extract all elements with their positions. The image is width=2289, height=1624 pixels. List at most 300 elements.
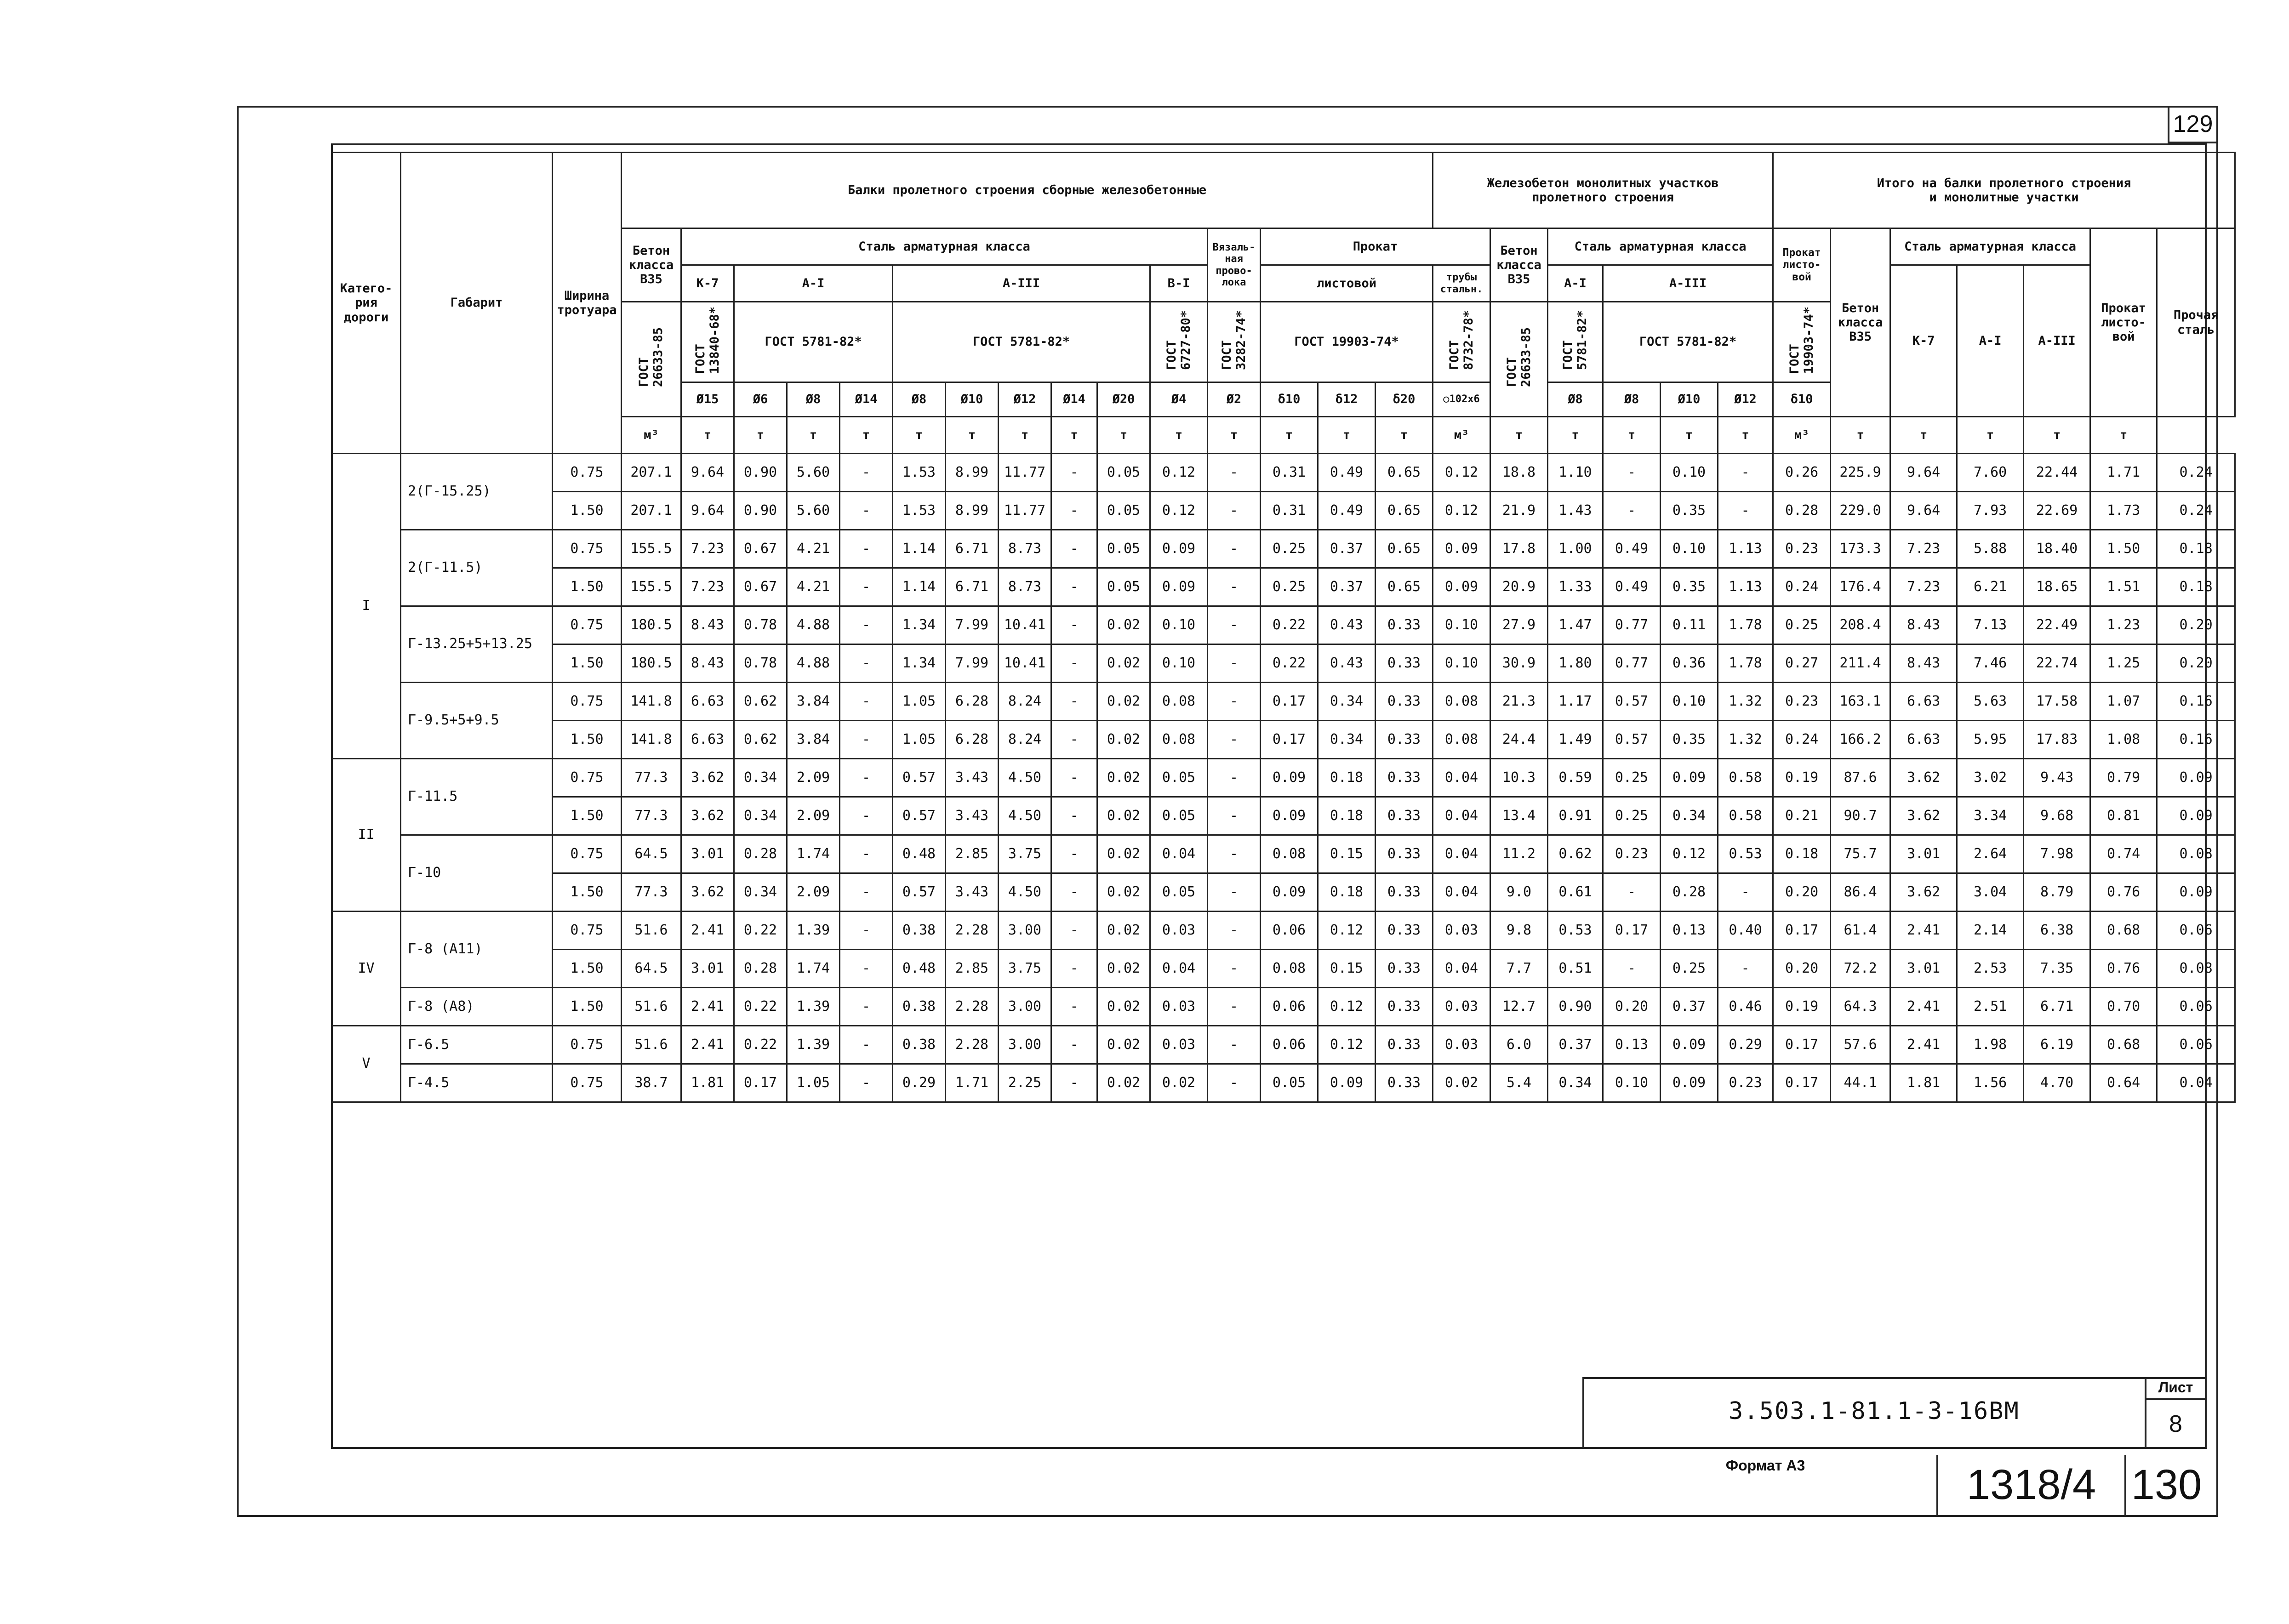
- value-cell: -: [840, 873, 893, 912]
- value-cell: -: [1718, 454, 1773, 492]
- header-gabarit: Габарит: [401, 153, 553, 454]
- value-cell: 1.51: [2090, 568, 2157, 606]
- sidewalk-width-cell: 0.75: [553, 606, 622, 644]
- table-row: [332, 988, 2235, 1026]
- value-cell: -: [1051, 721, 1097, 759]
- value-cell: 0.10: [1603, 1064, 1661, 1102]
- value-cell: 163.1: [1831, 683, 1890, 721]
- value-cell: 64.3: [1831, 988, 1890, 1026]
- value-cell: 3.34: [1957, 797, 2024, 835]
- value-cell: 0.08: [2157, 950, 2235, 988]
- value-cell: 1.78: [1718, 644, 1773, 683]
- value-cell: 3.00: [999, 1026, 1051, 1064]
- value-cell: 8.79: [2024, 873, 2090, 912]
- value-cell: 0.08: [1261, 835, 1318, 873]
- header-group-total: Итого на балки пролетного строения и монолитные участки: [1773, 153, 2235, 228]
- header-gost-5781-a3: ГОСТ 5781-82*: [893, 302, 1150, 382]
- value-cell: -: [1208, 1064, 1261, 1102]
- category-cell: I: [332, 454, 401, 759]
- value-cell: -: [840, 530, 893, 568]
- value-cell: 6.63: [681, 721, 734, 759]
- value-cell: 0.09: [1318, 1064, 1376, 1102]
- value-cell: 0.22: [734, 912, 787, 950]
- value-cell: 0.25: [1773, 606, 1831, 644]
- table-row: [332, 912, 2235, 950]
- value-cell: 3.43: [946, 759, 999, 797]
- value-cell: 22.74: [2024, 644, 2090, 683]
- sidewalk-width-cell: 1.50: [553, 721, 622, 759]
- value-cell: 1.34: [893, 644, 946, 683]
- value-cell: 1.14: [893, 568, 946, 606]
- value-cell: 11.77: [999, 492, 1051, 530]
- value-cell: -: [1718, 492, 1773, 530]
- value-cell: 7.23: [1890, 530, 1957, 568]
- value-cell: 1.34: [893, 606, 946, 644]
- header-a3-d12: Ø12: [999, 382, 1051, 417]
- value-cell: 6.19: [2024, 1026, 2090, 1064]
- value-cell: 0.18: [1318, 873, 1376, 912]
- value-cell: 24.4: [1490, 721, 1548, 759]
- value-cell: 6.28: [946, 683, 999, 721]
- unit-cell: т: [1718, 417, 1773, 454]
- value-cell: 0.09: [1261, 873, 1318, 912]
- unit-cell: т: [1957, 417, 2024, 454]
- value-cell: 9.64: [1890, 454, 1957, 492]
- value-cell: 4.21: [787, 568, 840, 606]
- value-cell: 211.4: [1831, 644, 1890, 683]
- value-cell: -: [1051, 492, 1097, 530]
- value-cell: 1.81: [681, 1064, 734, 1102]
- value-cell: 0.05: [1150, 873, 1208, 912]
- value-cell: 1.53: [893, 492, 946, 530]
- value-cell: 0.20: [1773, 873, 1831, 912]
- header-gost-6727: ГОСТ 6727-80*: [1150, 302, 1208, 382]
- unit-cell: м³: [1433, 417, 1490, 454]
- value-cell: 0.05: [1261, 1064, 1318, 1102]
- unit-cell: т: [1548, 417, 1603, 454]
- value-cell: 0.02: [1097, 873, 1150, 912]
- header-rolled: Прокат: [1261, 228, 1490, 265]
- table-row: [332, 835, 2235, 873]
- header-d15: Ø15: [681, 382, 734, 417]
- value-cell: -: [1208, 492, 1261, 530]
- value-cell: 0.40: [1718, 912, 1773, 950]
- sidewalk-width-cell: 0.75: [553, 759, 622, 797]
- value-cell: 0.12: [1661, 835, 1718, 873]
- value-cell: 0.03: [1150, 988, 1208, 1026]
- sidewalk-width-cell: 1.50: [553, 797, 622, 835]
- header-monolith-rolled: Прокат листо- вой: [1773, 228, 1831, 302]
- gabarit-cell: Г-6.5: [401, 1026, 553, 1064]
- table-row: [332, 721, 2235, 759]
- value-cell: 0.08: [2157, 835, 2235, 873]
- value-cell: 0.12: [1318, 912, 1376, 950]
- value-cell: 0.43: [1318, 606, 1376, 644]
- value-cell: 0.76: [2090, 950, 2157, 988]
- value-cell: 38.7: [622, 1064, 681, 1102]
- header-d2: Ø2: [1208, 382, 1261, 417]
- value-cell: 3.62: [681, 797, 734, 835]
- value-cell: 0.33: [1376, 873, 1433, 912]
- value-cell: 0.90: [734, 454, 787, 492]
- value-cell: 17.58: [2024, 683, 2090, 721]
- value-cell: 1.13: [1718, 530, 1773, 568]
- header-a3-d14: Ø14: [1051, 382, 1097, 417]
- value-cell: 3.02: [1957, 759, 2024, 797]
- value-cell: 0.10: [1433, 606, 1490, 644]
- value-cell: 0.77: [1603, 644, 1661, 683]
- value-cell: 0.03: [1150, 1026, 1208, 1064]
- value-cell: 0.10: [1433, 644, 1490, 683]
- table-row: [332, 797, 2235, 835]
- value-cell: -: [1603, 950, 1661, 988]
- value-cell: 0.33: [1376, 721, 1433, 759]
- value-cell: 0.49: [1318, 454, 1376, 492]
- value-cell: 44.1: [1831, 1064, 1890, 1102]
- header-sheet-steel: листовой: [1261, 265, 1433, 302]
- unit-cell: т: [787, 417, 840, 454]
- unit-cell: т: [734, 417, 787, 454]
- value-cell: 0.37: [1548, 1026, 1603, 1064]
- table-row: [332, 492, 2235, 530]
- value-cell: 0.38: [893, 1026, 946, 1064]
- value-cell: -: [1208, 988, 1261, 1026]
- header-d4: Ø4: [1150, 382, 1208, 417]
- value-cell: 0.65: [1376, 568, 1433, 606]
- value-cell: 1.00: [1548, 530, 1603, 568]
- sidewalk-width-cell: 1.50: [553, 644, 622, 683]
- sidewalk-width-cell: 0.75: [553, 454, 622, 492]
- header-monolith-steel: Сталь арматурная класса: [1548, 228, 1773, 265]
- value-cell: 1.74: [787, 950, 840, 988]
- value-cell: 0.43: [1318, 644, 1376, 683]
- value-cell: 225.9: [1831, 454, 1890, 492]
- value-cell: 6.63: [681, 683, 734, 721]
- sidewalk-width-cell: 1.50: [553, 492, 622, 530]
- value-cell: 1.07: [2090, 683, 2157, 721]
- table-row: [332, 1064, 2235, 1102]
- value-cell: 0.13: [1661, 912, 1718, 950]
- unit-cell: т: [1051, 417, 1097, 454]
- value-cell: 5.88: [1957, 530, 2024, 568]
- value-cell: 2.09: [787, 873, 840, 912]
- value-cell: 0.06: [2157, 1026, 2235, 1064]
- header-t10: δ10: [1261, 382, 1318, 417]
- value-cell: 0.05: [1097, 530, 1150, 568]
- unit-cell: м³: [1773, 417, 1831, 454]
- value-cell: 3.62: [681, 873, 734, 912]
- value-cell: 0.12: [1150, 492, 1208, 530]
- value-cell: 75.7: [1831, 835, 1890, 873]
- value-cell: 0.06: [1261, 988, 1318, 1026]
- value-cell: 229.0: [1831, 492, 1890, 530]
- value-cell: 6.71: [2024, 988, 2090, 1026]
- value-cell: 0.34: [1661, 797, 1718, 835]
- value-cell: 0.34: [1548, 1064, 1603, 1102]
- value-cell: 0.23: [1603, 835, 1661, 873]
- value-cell: 0.65: [1376, 492, 1433, 530]
- header-pipe: ○102x6: [1433, 382, 1490, 417]
- value-cell: 9.8: [1490, 912, 1548, 950]
- value-cell: 8.99: [946, 492, 999, 530]
- value-cell: 17.8: [1490, 530, 1548, 568]
- value-cell: 0.06: [2157, 912, 2235, 950]
- value-cell: 0.33: [1376, 759, 1433, 797]
- unit-cell: т: [681, 417, 734, 454]
- value-cell: 0.18: [1318, 797, 1376, 835]
- value-cell: 1.56: [1957, 1064, 2024, 1102]
- value-cell: -: [1051, 1064, 1097, 1102]
- header-t20: δ20: [1376, 382, 1433, 417]
- value-cell: 0.02: [1150, 1064, 1208, 1102]
- value-cell: -: [1208, 530, 1261, 568]
- header-monolith-gost-19903: ГОСТ 19903-74*: [1773, 302, 1831, 382]
- value-cell: 0.34: [734, 873, 787, 912]
- value-cell: 0.49: [1603, 530, 1661, 568]
- value-cell: 166.2: [1831, 721, 1890, 759]
- value-cell: 3.84: [787, 721, 840, 759]
- value-cell: 0.08: [1433, 683, 1490, 721]
- value-cell: 0.33: [1376, 606, 1433, 644]
- value-cell: 0.57: [893, 759, 946, 797]
- value-cell: 2.41: [681, 912, 734, 950]
- value-cell: 9.64: [1890, 492, 1957, 530]
- value-cell: -: [1208, 454, 1261, 492]
- value-cell: 7.99: [946, 644, 999, 683]
- header-total-steel: Сталь арматурная класса: [1890, 228, 2090, 265]
- value-cell: 0.09: [2157, 873, 2235, 912]
- value-cell: -: [1051, 1026, 1097, 1064]
- value-cell: 2.41: [1890, 988, 1957, 1026]
- value-cell: 2.41: [681, 1026, 734, 1064]
- header-total-a3: А-III: [2024, 265, 2090, 417]
- value-cell: 5.4: [1490, 1064, 1548, 1102]
- gabarit-cell: Г-8 (А11): [401, 912, 553, 988]
- gabarit-cell: Г-10: [401, 835, 553, 912]
- value-cell: 1.74: [787, 835, 840, 873]
- value-cell: 1.80: [1548, 644, 1603, 683]
- value-cell: -: [1208, 683, 1261, 721]
- value-cell: 0.62: [1548, 835, 1603, 873]
- value-cell: 0.15: [1318, 950, 1376, 988]
- unit-cell: т: [2090, 417, 2157, 454]
- value-cell: -: [840, 912, 893, 950]
- value-cell: 0.31: [1261, 492, 1318, 530]
- value-cell: 0.03: [1433, 1026, 1490, 1064]
- value-cell: 0.61: [1548, 873, 1603, 912]
- value-cell: 0.06: [1261, 1026, 1318, 1064]
- value-cell: 0.03: [1150, 912, 1208, 950]
- value-cell: 86.4: [1831, 873, 1890, 912]
- value-cell: 0.09: [2157, 759, 2235, 797]
- value-cell: 21.9: [1490, 492, 1548, 530]
- value-cell: -: [840, 988, 893, 1026]
- value-cell: 10.41: [999, 644, 1051, 683]
- value-cell: 1.23: [2090, 606, 2157, 644]
- value-cell: 2.14: [1957, 912, 2024, 950]
- table-row: [332, 759, 2235, 797]
- value-cell: 3.04: [1957, 873, 2024, 912]
- header-a3-d10: Ø10: [946, 382, 999, 417]
- value-cell: 1.50: [2090, 530, 2157, 568]
- value-cell: -: [1051, 568, 1097, 606]
- value-cell: 3.84: [787, 683, 840, 721]
- value-cell: 2.28: [946, 912, 999, 950]
- sheet-code: 3.503.1-81.1-3-16ВМ: [1729, 1397, 2020, 1425]
- value-cell: 4.50: [999, 797, 1051, 835]
- value-cell: 22.69: [2024, 492, 2090, 530]
- value-cell: 0.02: [1097, 644, 1150, 683]
- value-cell: -: [1051, 797, 1097, 835]
- header-steel-pipes: трубы стальн.: [1433, 265, 1490, 302]
- table-row: [332, 950, 2235, 988]
- header-monolith-a3-d10: Ø10: [1661, 382, 1718, 417]
- value-cell: 0.46: [1718, 988, 1773, 1026]
- value-cell: 3.00: [999, 912, 1051, 950]
- value-cell: 0.12: [1433, 454, 1490, 492]
- value-cell: 2.85: [946, 835, 999, 873]
- value-cell: 0.57: [893, 797, 946, 835]
- header-monolith-a3: А-III: [1603, 265, 1773, 302]
- value-cell: 1.71: [946, 1064, 999, 1102]
- unit-cell: т: [840, 417, 893, 454]
- unit-cell: т: [1376, 417, 1433, 454]
- header-gost-19903: ГОСТ 19903-74*: [1261, 302, 1433, 382]
- value-cell: 0.04: [1433, 759, 1490, 797]
- sidewalk-width-cell: 1.50: [553, 950, 622, 988]
- value-cell: 27.9: [1490, 606, 1548, 644]
- value-cell: 7.99: [946, 606, 999, 644]
- value-cell: 3.62: [681, 759, 734, 797]
- value-cell: 6.21: [1957, 568, 2024, 606]
- value-cell: 6.28: [946, 721, 999, 759]
- value-cell: 64.5: [622, 835, 681, 873]
- value-cell: 141.8: [622, 683, 681, 721]
- value-cell: 87.6: [1831, 759, 1890, 797]
- value-cell: 13.4: [1490, 797, 1548, 835]
- sheet-number: 8: [2169, 1411, 2182, 1437]
- value-cell: 6.0: [1490, 1026, 1548, 1064]
- value-cell: 0.25: [1603, 797, 1661, 835]
- unit-cell: т: [2024, 417, 2090, 454]
- value-cell: 6.38: [2024, 912, 2090, 950]
- value-cell: 3.75: [999, 950, 1051, 988]
- value-cell: 0.04: [2157, 1064, 2235, 1102]
- header-gost-5781-a1: ГОСТ 5781-82*: [734, 302, 893, 382]
- value-cell: 0.29: [893, 1064, 946, 1102]
- value-cell: 64.5: [622, 950, 681, 988]
- value-cell: 3.01: [1890, 950, 1957, 988]
- value-cell: 8.43: [681, 644, 734, 683]
- value-cell: -: [1208, 797, 1261, 835]
- value-cell: 1.81: [1890, 1064, 1957, 1102]
- value-cell: 5.63: [1957, 683, 2024, 721]
- value-cell: 0.24: [1773, 721, 1831, 759]
- table-row: [332, 454, 2235, 492]
- value-cell: 0.09: [2157, 797, 2235, 835]
- value-cell: 180.5: [622, 644, 681, 683]
- value-cell: 8.43: [1890, 606, 1957, 644]
- value-cell: 0.10: [1150, 644, 1208, 683]
- material-quantities-table: [331, 152, 2236, 1103]
- value-cell: 0.08: [1150, 683, 1208, 721]
- value-cell: 141.8: [622, 721, 681, 759]
- header-a3: А-III: [893, 265, 1150, 302]
- value-cell: 77.3: [622, 873, 681, 912]
- value-cell: 2.64: [1957, 835, 2024, 873]
- value-cell: -: [1051, 988, 1097, 1026]
- value-cell: 0.57: [1603, 683, 1661, 721]
- value-cell: 0.06: [2157, 988, 2235, 1026]
- value-cell: 0.57: [893, 873, 946, 912]
- value-cell: 0.02: [1097, 1064, 1150, 1102]
- value-cell: 0.70: [2090, 988, 2157, 1026]
- unit-cell: м³: [622, 417, 681, 454]
- value-cell: 0.34: [734, 797, 787, 835]
- value-cell: 0.34: [734, 759, 787, 797]
- header-monolith-a3-d8: Ø8: [1603, 382, 1661, 417]
- gabarit-cell: Г-13.25+5+13.25: [401, 606, 553, 683]
- header-a1: А-I: [734, 265, 893, 302]
- value-cell: 0.05: [1150, 797, 1208, 835]
- value-cell: 7.98: [2024, 835, 2090, 873]
- value-cell: 0.28: [1773, 492, 1831, 530]
- value-cell: 1.53: [893, 454, 946, 492]
- value-cell: 0.20: [1773, 950, 1831, 988]
- header-monolith-concrete: Бетон класса В35: [1490, 228, 1548, 302]
- value-cell: 0.17: [1261, 721, 1318, 759]
- value-cell: -: [1051, 873, 1097, 912]
- value-cell: 4.88: [787, 644, 840, 683]
- value-cell: 2.53: [1957, 950, 2024, 988]
- value-cell: 0.33: [1376, 797, 1433, 835]
- value-cell: 10.3: [1490, 759, 1548, 797]
- value-cell: 0.49: [1318, 492, 1376, 530]
- value-cell: 1.33: [1548, 568, 1603, 606]
- inventory-number: 1318/4: [1966, 1461, 2096, 1508]
- unit-cell: т: [893, 417, 946, 454]
- value-cell: 0.09: [1261, 759, 1318, 797]
- value-cell: 0.18: [2157, 568, 2235, 606]
- value-cell: -: [1208, 873, 1261, 912]
- value-cell: 4.50: [999, 873, 1051, 912]
- value-cell: 1.05: [893, 683, 946, 721]
- value-cell: 0.18: [1773, 835, 1831, 873]
- value-cell: -: [840, 1026, 893, 1064]
- format-label: Формат А3: [1725, 1457, 1805, 1474]
- value-cell: 9.64: [681, 492, 734, 530]
- value-cell: 0.09: [1661, 759, 1718, 797]
- value-cell: 0.23: [1718, 1064, 1773, 1102]
- value-cell: 0.04: [1433, 835, 1490, 873]
- sidewalk-width-cell: 1.50: [553, 873, 622, 912]
- value-cell: 0.33: [1376, 835, 1433, 873]
- value-cell: 11.77: [999, 454, 1051, 492]
- value-cell: 0.79: [2090, 759, 2157, 797]
- value-cell: -: [1208, 568, 1261, 606]
- sidewalk-width-cell: 0.75: [553, 912, 622, 950]
- value-cell: 0.04: [1150, 950, 1208, 988]
- header-monolith-gost-5781-a1: ГОСТ 5781-82*: [1548, 302, 1603, 382]
- value-cell: 0.24: [2157, 492, 2235, 530]
- header-gost-8732: ГОСТ 8732-78*: [1433, 302, 1490, 382]
- value-cell: 2.25: [999, 1064, 1051, 1102]
- value-cell: 8.24: [999, 683, 1051, 721]
- value-cell: 173.3: [1831, 530, 1890, 568]
- value-cell: 4.21: [787, 530, 840, 568]
- value-cell: 207.1: [622, 454, 681, 492]
- value-cell: 0.02: [1097, 759, 1150, 797]
